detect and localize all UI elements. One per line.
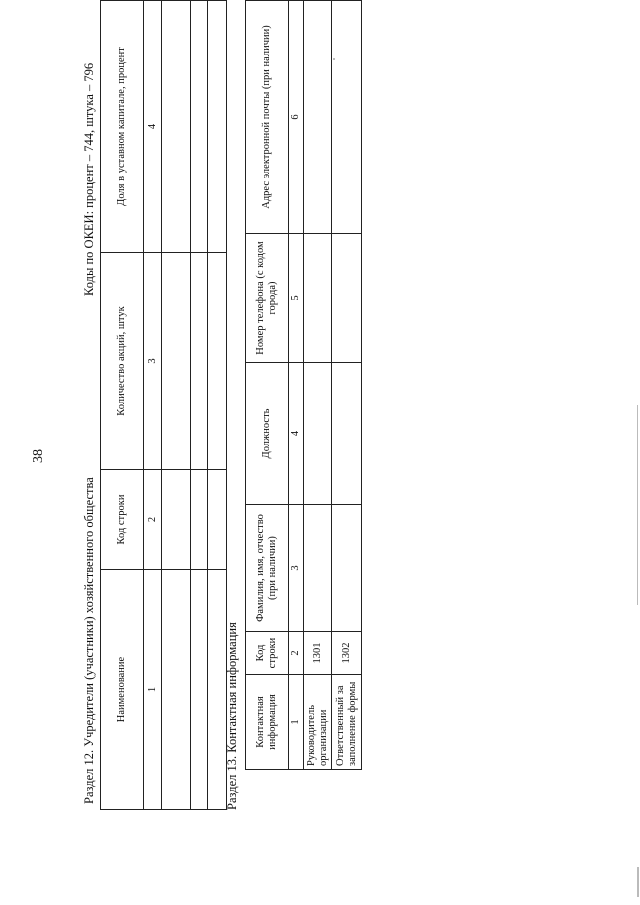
column-number: 6: [289, 1, 304, 234]
table-cell: [162, 1, 191, 253]
founders-number-row: [144, 1, 162, 810]
table-cell: [304, 1, 332, 234]
table-cell: [208, 1, 227, 253]
contact-row-head: [304, 1, 332, 770]
founders-header-code: Код строки: [101, 470, 144, 570]
column-number: 4: [144, 1, 162, 253]
table-cell: [304, 234, 332, 363]
column-number: 4: [289, 363, 304, 505]
contact-header-phone: Номер телефона (с кодом города): [246, 234, 289, 363]
section-13-title: Раздел 13. Контактная информация: [225, 622, 239, 810]
contact-row-responsible: [332, 1, 362, 770]
page-number: 38: [31, 449, 46, 463]
contact-type-cell: Руководитель организации: [304, 675, 332, 770]
table-cell: [191, 570, 208, 810]
contact-header-code: Код строки: [246, 632, 289, 675]
founders-row: [208, 1, 227, 810]
contact-header-type: Контактная информация: [246, 675, 289, 770]
table-cell: [304, 505, 332, 632]
founders-row: [191, 1, 208, 810]
column-number: 2: [144, 470, 162, 570]
column-number: 5: [289, 234, 304, 363]
contact-number-row: [289, 1, 304, 770]
column-number: 1: [289, 675, 304, 770]
founders-header-shares: Количество акций, штук: [101, 253, 144, 470]
line-code-cell: 1302: [332, 632, 362, 675]
table-cell: [332, 1, 362, 234]
founders-table: [100, 0, 227, 810]
founders-header-row: [101, 1, 144, 810]
contact-header-full-name: Фамилия, имя, отчество (при наличии): [246, 505, 289, 632]
column-number: 3: [144, 253, 162, 470]
table-cell: [162, 570, 191, 810]
scan-speck: [333, 58, 335, 60]
column-number: 1: [144, 570, 162, 810]
column-number: 2: [289, 632, 304, 675]
section-12-title: Раздел 12. Учредители (участники) хозяйственного общества: [82, 477, 96, 804]
contact-header-email: Адрес электронной почты (при наличии): [246, 1, 289, 234]
contact-type-cell: Ответственный за заполнение формы: [332, 675, 362, 770]
table-cell: [162, 470, 191, 570]
founders-row: [162, 1, 191, 810]
table-cell: [208, 253, 227, 470]
line-code-cell: 1301: [304, 632, 332, 675]
founders-header-capital-share: Доля в уставном капитале, процент: [101, 1, 144, 253]
contact-info-table: [245, 0, 362, 770]
scan-speck: [637, 405, 638, 605]
table-cell: [332, 363, 362, 505]
table-cell: [191, 253, 208, 470]
founders-header-name: Наименование: [101, 570, 144, 810]
okei-codes: Коды по ОКЕИ: процент – 744, штука – 796: [82, 62, 96, 296]
table-cell: [191, 470, 208, 570]
table-cell: [191, 1, 208, 253]
table-cell: [332, 234, 362, 363]
table-cell: [208, 570, 227, 810]
column-number: 3: [289, 505, 304, 632]
table-cell: [332, 505, 362, 632]
table-cell: [304, 363, 332, 505]
contact-header-row: [246, 1, 289, 770]
scan-speck: [637, 867, 639, 897]
table-cell: [162, 253, 191, 470]
table-cell: [208, 470, 227, 570]
contact-header-position: Должность: [246, 363, 289, 505]
